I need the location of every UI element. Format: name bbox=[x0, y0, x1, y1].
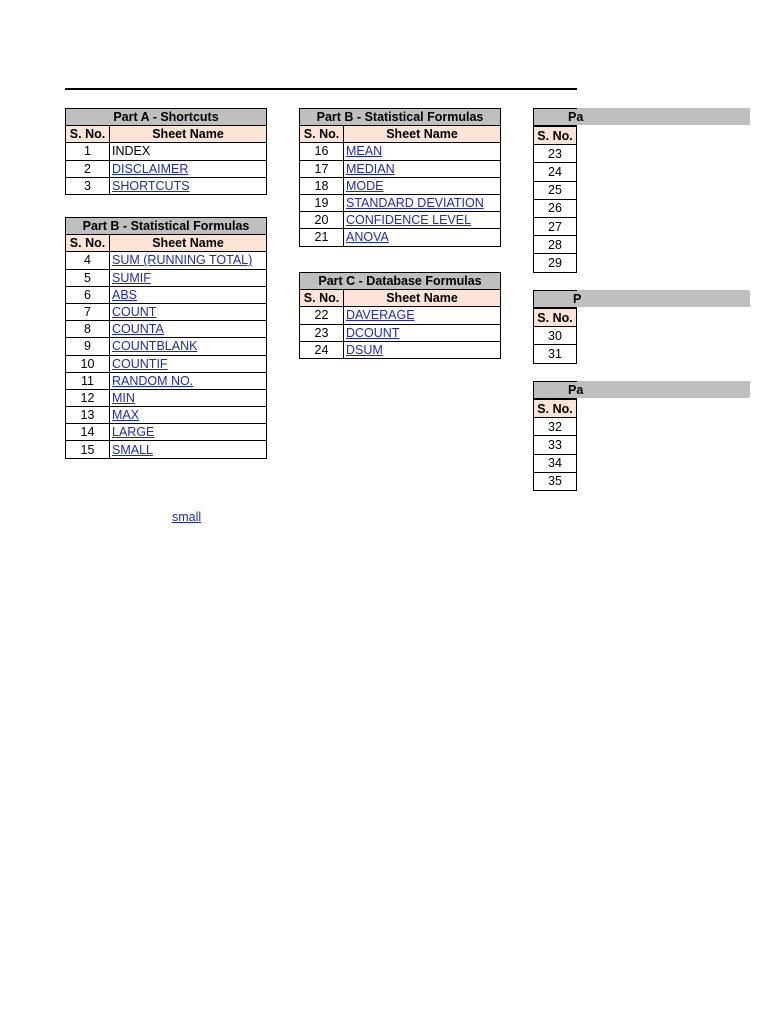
table-row bbox=[534, 145, 577, 163]
row-number: 16 bbox=[300, 143, 344, 160]
sheet-link[interactable]: MEAN bbox=[346, 144, 383, 159]
row-number: 9 bbox=[66, 338, 110, 355]
row-number: 1 bbox=[66, 143, 110, 160]
sheet-link[interactable]: COUNTIF bbox=[112, 356, 168, 371]
table-row bbox=[66, 372, 267, 389]
table-row bbox=[534, 181, 577, 199]
table-row bbox=[300, 194, 501, 211]
table-row bbox=[534, 436, 577, 454]
sheet-link[interactable]: MODE bbox=[346, 178, 384, 193]
row-number: 14 bbox=[66, 424, 110, 441]
table-row bbox=[300, 307, 501, 324]
table-row bbox=[66, 286, 267, 303]
sheet-link[interactable]: DISCLAIMER bbox=[112, 161, 189, 176]
table-row bbox=[66, 143, 267, 160]
column-header-sheet-name: Sheet Name bbox=[110, 235, 267, 252]
row-number: 19 bbox=[300, 194, 344, 211]
table-row bbox=[534, 163, 577, 181]
clipped-header-strip bbox=[577, 108, 750, 125]
sheet-link[interactable]: SUM (RUNNING TOTAL) bbox=[112, 253, 253, 268]
table-row bbox=[534, 345, 577, 363]
table-title: Part B - Statistical Formulas bbox=[66, 218, 267, 235]
row-number: 35 bbox=[534, 472, 577, 490]
row-number: 24 bbox=[300, 341, 344, 358]
clipped-table-title: Pa bbox=[533, 381, 577, 399]
row-number: 4 bbox=[66, 252, 110, 269]
table-row bbox=[534, 418, 577, 436]
table-row bbox=[534, 254, 577, 272]
column-header-sno: S. No. bbox=[66, 235, 110, 252]
table-row bbox=[66, 160, 267, 177]
row-number: 23 bbox=[300, 324, 344, 341]
sheet-link[interactable]: ABS bbox=[112, 287, 138, 302]
clipped-table-1 bbox=[533, 126, 577, 273]
row-number: 26 bbox=[534, 199, 577, 217]
column-header-sno: S. No. bbox=[534, 309, 577, 327]
sheet-link[interactable]: MAX bbox=[112, 408, 140, 423]
row-number: 10 bbox=[66, 355, 110, 372]
sheet-link[interactable]: LARGE bbox=[112, 425, 155, 440]
column-header-sheet-name: Sheet Name bbox=[344, 126, 501, 143]
row-number: 31 bbox=[534, 345, 577, 363]
row-number: 11 bbox=[66, 372, 110, 389]
table-part-b-statistical-1 bbox=[65, 217, 267, 459]
sheet-link[interactable]: DCOUNT bbox=[346, 325, 400, 340]
column-header-sno: S. No. bbox=[66, 126, 110, 143]
sheet-name: INDEX bbox=[112, 144, 151, 159]
sheet-link[interactable]: MIN bbox=[112, 390, 135, 405]
clipped-table-title: Pa bbox=[533, 108, 577, 126]
row-number: 2 bbox=[66, 160, 110, 177]
sheet-link[interactable]: COUNT bbox=[112, 305, 157, 320]
sheet-link[interactable]: COUNTA bbox=[112, 322, 164, 337]
row-number: 20 bbox=[300, 212, 344, 229]
sheet-link[interactable]: STANDARD DEVIATION bbox=[346, 196, 484, 211]
row-number: 25 bbox=[534, 181, 577, 199]
small-link[interactable]: small bbox=[172, 510, 202, 524]
row-number: 18 bbox=[300, 177, 344, 194]
sheet-link[interactable]: CONFIDENCE LEVEL bbox=[346, 213, 472, 228]
row-number: 23 bbox=[534, 145, 577, 163]
table-row bbox=[66, 424, 267, 441]
table-part-a-shortcuts bbox=[65, 108, 267, 195]
row-number: 28 bbox=[534, 236, 577, 254]
table-row bbox=[66, 303, 267, 320]
sheet-link[interactable]: MEDIAN bbox=[346, 161, 395, 176]
table-row bbox=[534, 217, 577, 235]
row-number: 3 bbox=[66, 177, 110, 194]
table-row bbox=[66, 441, 267, 458]
clipped-header-strip bbox=[577, 381, 750, 398]
top-rule bbox=[65, 88, 577, 90]
sheet-link[interactable]: COUNTBLANK bbox=[112, 339, 198, 354]
table-row bbox=[534, 236, 577, 254]
table-row bbox=[66, 252, 267, 269]
row-number: 22 bbox=[300, 307, 344, 324]
sheet-link[interactable]: ANOVA bbox=[346, 230, 389, 245]
row-number: 8 bbox=[66, 321, 110, 338]
table-row bbox=[300, 324, 501, 341]
sheet-link[interactable]: SMALL bbox=[112, 442, 153, 457]
table-part-c-database bbox=[299, 272, 501, 359]
row-number: 34 bbox=[534, 454, 577, 472]
column-header-sno: S. No. bbox=[534, 127, 577, 145]
table-row bbox=[66, 177, 267, 194]
column-header-sno: S. No. bbox=[300, 126, 344, 143]
column-header-sno: S. No. bbox=[300, 290, 344, 307]
column-header-sno: S. No. bbox=[534, 400, 577, 418]
table-row bbox=[300, 143, 501, 160]
row-number: 24 bbox=[534, 163, 577, 181]
row-number: 21 bbox=[300, 229, 344, 246]
row-number: 6 bbox=[66, 286, 110, 303]
row-number: 32 bbox=[534, 418, 577, 436]
table-row bbox=[66, 269, 267, 286]
table-part-b-statistical-2 bbox=[299, 108, 501, 247]
clipped-header-strip bbox=[577, 290, 750, 307]
sheet-link[interactable]: SHORTCUTS bbox=[112, 178, 190, 193]
row-number: 17 bbox=[300, 160, 344, 177]
table-row bbox=[66, 321, 267, 338]
table-row bbox=[300, 229, 501, 246]
clipped-table-3 bbox=[533, 399, 577, 491]
row-number: 15 bbox=[66, 441, 110, 458]
table-row bbox=[534, 472, 577, 490]
row-number: 30 bbox=[534, 327, 577, 345]
row-number: 12 bbox=[66, 389, 110, 406]
table-title: Part C - Database Formulas bbox=[300, 273, 501, 290]
clipped-table-2 bbox=[533, 308, 577, 364]
table-row bbox=[300, 160, 501, 177]
table-row bbox=[66, 338, 267, 355]
table-title: Part B - Statistical Formulas bbox=[300, 109, 501, 126]
row-number: 29 bbox=[534, 254, 577, 272]
column-header-sheet-name: Sheet Name bbox=[110, 126, 267, 143]
sheet-link[interactable]: DAVERAGE bbox=[346, 308, 415, 323]
row-number: 13 bbox=[66, 407, 110, 424]
table-title: Part A - Shortcuts bbox=[66, 109, 267, 126]
table-row bbox=[66, 407, 267, 424]
table-row bbox=[66, 389, 267, 406]
table-row bbox=[300, 212, 501, 229]
table-row bbox=[300, 177, 501, 194]
sheet-link[interactable]: DSUM bbox=[346, 342, 383, 357]
row-number: 7 bbox=[66, 303, 110, 320]
row-number: 33 bbox=[534, 436, 577, 454]
table-row bbox=[534, 454, 577, 472]
clipped-table-title: P bbox=[533, 290, 577, 308]
table-row bbox=[534, 199, 577, 217]
table-row bbox=[66, 355, 267, 372]
row-number: 27 bbox=[534, 217, 577, 235]
sheet-link[interactable]: SUMIF bbox=[112, 270, 151, 285]
row-number: 5 bbox=[66, 269, 110, 286]
table-row bbox=[300, 341, 501, 358]
sheet-link[interactable]: RANDOM NO. bbox=[112, 373, 194, 388]
column-header-sheet-name: Sheet Name bbox=[344, 290, 501, 307]
table-row bbox=[534, 327, 577, 345]
